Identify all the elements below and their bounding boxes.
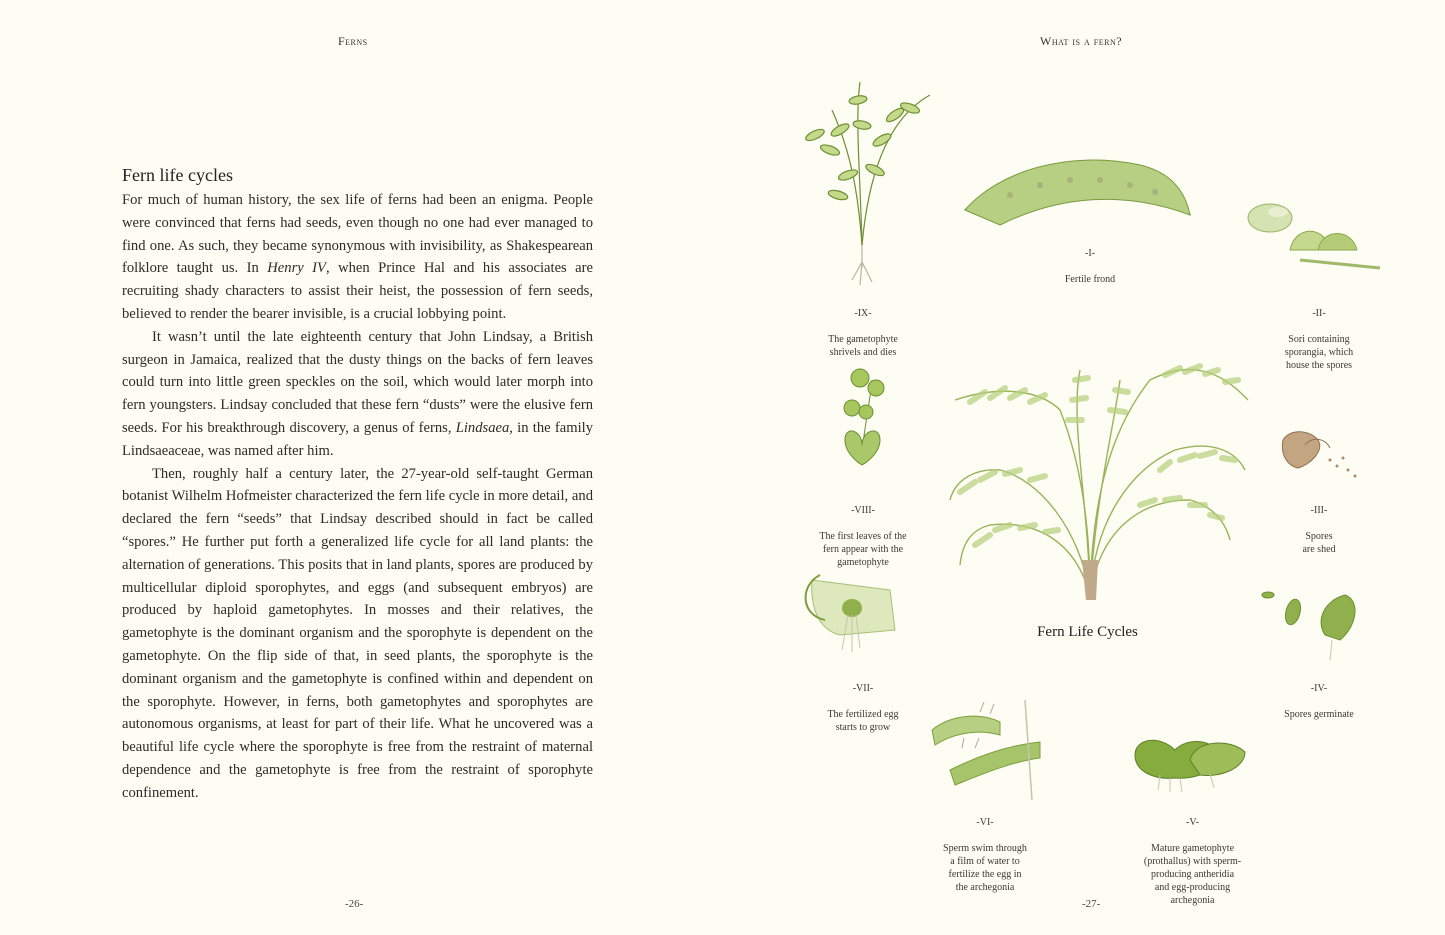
italic-text: Lindsaea bbox=[455, 419, 510, 436]
stage-4-number: -IV- bbox=[1310, 683, 1328, 694]
stage-2-caption bbox=[1264, 294, 1374, 385]
stage-1-text: Fertile frond bbox=[1064, 274, 1116, 285]
text-run: Then, roughly half a century later, the 27-year-old self-taught German botanist Wilhelm Hofmeister characterized the fern life cycle in more detail, and declared the fern “seeds” that Lindsay described should in fact be called “spores.” He further put forth a generalized life cycle for all land plants: the alternation of generations. This posits that in land plants, spores are produced by multicellular diploid sporophytes, and eggs (and subsequent embryos) are produced by haploid gametophytes. In mosses and their relatives, the gametophyte is the dominant organism and the sporophyte is dependent on the gametophyte. On the flip side of that, in seed plants, the sporophyte is the dominant organism and the gametophyte is confined within and dependent on the sporophyte. However, in ferns, both gametophytes and sporophytes are autonomous organisms, at least for part of their life. What he uncovered was a beautiful life cycle where the sporophyte is free from the restraint of maternal dependence and the gametophyte is free from the restraint of sporophyte confinement. bbox=[122, 465, 593, 801]
section-heading: Fern life cycles bbox=[122, 165, 233, 185]
spores-germinate-illustration bbox=[1262, 592, 1355, 660]
stage-8-text: The first leaves of the fern appear with the gametophyte bbox=[819, 531, 907, 568]
stage-3-number: -III- bbox=[1310, 505, 1328, 516]
stage-3-caption bbox=[1279, 491, 1359, 569]
italic-text: Henry IV bbox=[267, 260, 326, 277]
stage-6-number: -VI- bbox=[976, 817, 994, 828]
text-run: , in the family Lindsaeaceae, was named after him. bbox=[122, 419, 593, 459]
young-fern-illustration bbox=[804, 82, 930, 285]
text-run: It wasn’t until the late eighteenth century that John Lindsay, a British surgeon in Jamaica, realized that the dusty things on the backs of fern leaves could turn into little green speckles on the soil, which would later morph into fern youngsters. Lindsay concluded that these fern “dusts” were the elusive fern seeds. For his breakthrough discovery, a genus of ferns, bbox=[122, 328, 593, 436]
first-leaves-illustration bbox=[844, 369, 884, 465]
stage-7-number: -VII- bbox=[852, 683, 874, 694]
stage-4-caption bbox=[1264, 669, 1374, 734]
mature-fern-illustration bbox=[950, 370, 1248, 595]
stage-5-number: -V- bbox=[1186, 817, 1199, 828]
sori-illustration bbox=[1248, 204, 1380, 268]
stage-7-caption bbox=[804, 669, 922, 747]
sperm-swim-illustration bbox=[932, 700, 1040, 800]
stage-8-number: -VIII- bbox=[851, 505, 875, 516]
fertile-frond-illustration bbox=[965, 160, 1190, 225]
text-run: For much of human history, the sex life of ferns had been an enigma. People were convinced that ferns had seeds, even though no one had ever managed to find one. As such, they became synonymous with invisibility, as Shakespearean folklore taught us. In bbox=[122, 192, 593, 277]
stage-1-number: -I- bbox=[1085, 248, 1095, 259]
mature-fern-pinnae bbox=[960, 366, 1238, 545]
spores-shed-illustration bbox=[1282, 432, 1356, 478]
stage-9-text: The gametophyte shrivels and dies bbox=[828, 334, 898, 358]
diagram-title: Fern Life Cycles bbox=[1037, 624, 1138, 640]
stage-9-caption bbox=[804, 294, 922, 372]
stage-6-text: Sperm swim through a film of water to fertilize the egg in the archegonia bbox=[943, 843, 1027, 893]
text-run: , when Prince Hal and his associates are recruiting shady characters to assist their heist, the possession of fern seeds, believed to render the bearer invisible, is a crucial lobbying point. bbox=[122, 260, 593, 322]
stage-2-number: -II- bbox=[1312, 308, 1326, 319]
fern-stipe bbox=[1082, 560, 1098, 600]
stage-1-caption bbox=[1040, 234, 1140, 299]
stage-3-text: Spores are shed bbox=[1302, 531, 1336, 555]
stage-5-caption bbox=[1125, 803, 1260, 920]
stage-6-caption bbox=[921, 803, 1049, 907]
stage-4-text: Spores germinate bbox=[1284, 709, 1354, 720]
left-folio: -26- bbox=[345, 898, 364, 910]
stage-9-number: -IX- bbox=[854, 308, 872, 319]
mature-gametophyte-illustration bbox=[1135, 740, 1245, 792]
stage-7-text: The fertilized egg starts to grow bbox=[827, 709, 899, 733]
left-running-head: Ferns bbox=[338, 34, 368, 48]
stage-8-caption bbox=[804, 491, 922, 582]
right-running-head: What is a fern? bbox=[1040, 34, 1123, 48]
stage-2-text: Sori containing sporangia, which house the spores bbox=[1284, 334, 1354, 371]
stage-5-text: Mature gametophyte (prothallus) with sperm- producing antheridia and egg-producing archegonia bbox=[1143, 843, 1242, 906]
fertilized-egg-illustration bbox=[806, 575, 895, 652]
right-folio: -27- bbox=[1082, 898, 1101, 910]
